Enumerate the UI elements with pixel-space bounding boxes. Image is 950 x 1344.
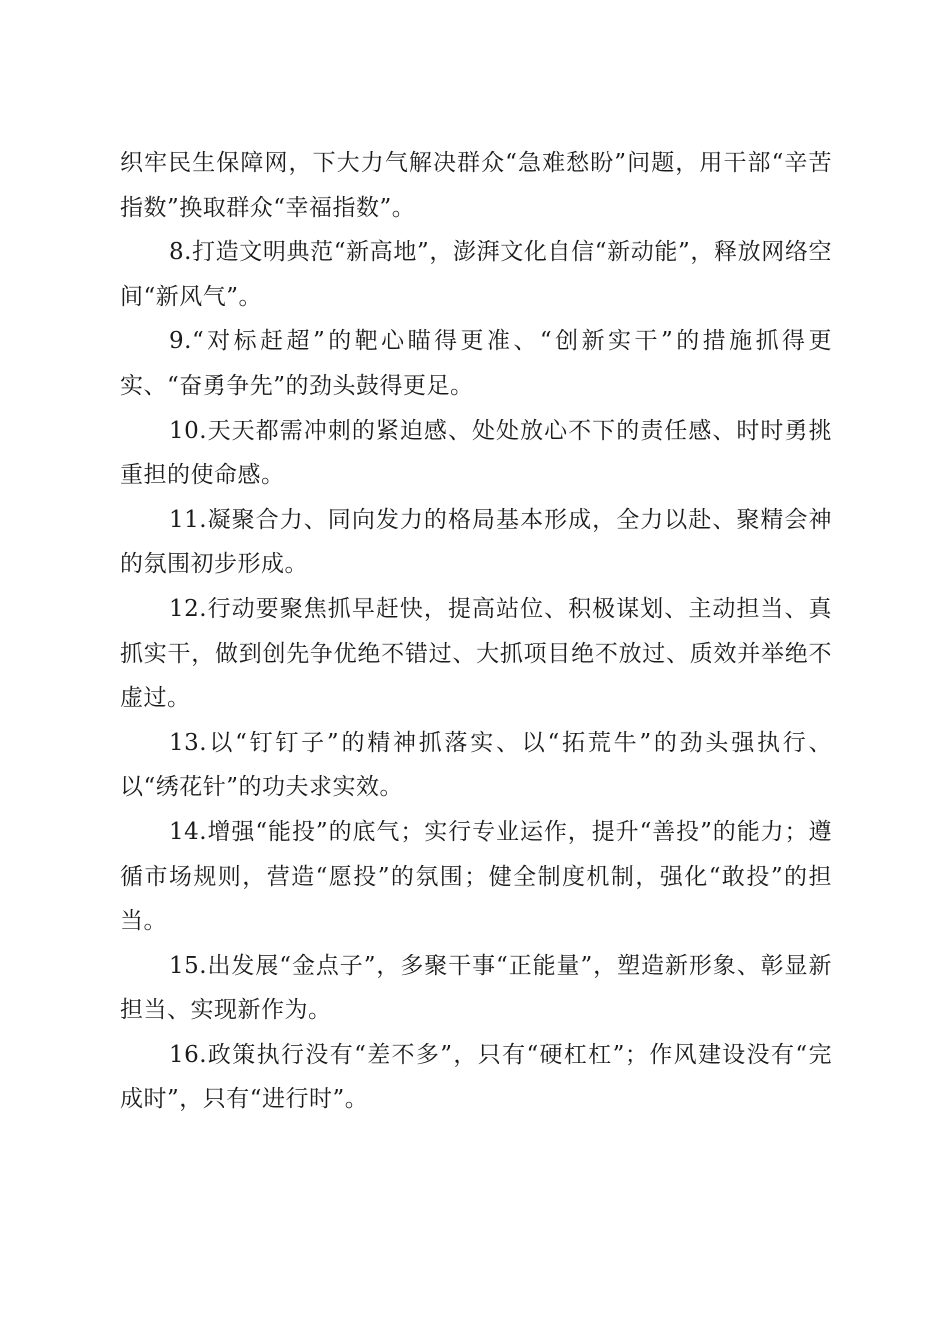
paragraph-continuation: 织牢民生保障网，下大力气解决群众“急难愁盼”问题，用干部“辛苦指数”换取群众“幸福指数”。 [120, 150, 832, 221]
document-body [120, 141, 832, 1122]
paragraph-item-16: 16.政策执行没有“差不多”，只有“硬杠杠”；作风建设没有“完成时”，只有“进行时”。 [120, 1041, 832, 1113]
paragraph-item-8: 8.打造文明典范“新高地”，澎湃文化自信“新动能”，释放网络空间“新风气”。 [120, 239, 832, 310]
paragraph-item-14: 14.增强“能投”的底气；实行专业运作，提升“善投”的能力；遵循市场规则，营造“愿投”的氛围；健全制度机制，强化“敢投”的担当。 [120, 818, 832, 935]
paragraph-item-11: 11.凝聚合力、同向发力的格局基本形成，全力以赴、聚精会神的氛围初步形成。 [120, 506, 832, 578]
paragraph-item-10: 10.天天都需冲刺的紧迫感、处处放心不下的责任感、时时勇挑重担的使命感。 [120, 417, 832, 489]
paragraph-item-12: 12.行动要聚焦抓早赶快，提高站位、积极谋划、主动担当、真抓实干，做到创先争优绝不错过、大抓项目绝不放过、质效并举绝不虚过。 [120, 595, 832, 712]
paragraph-item-15: 15.出发展“金点子”，多聚干事“正能量”，塑造新形象、彰显新担当、实现新作为。 [120, 952, 832, 1024]
paragraph-item-13: 13.以“钉钉子”的精神抓落实、以“拓荒牛”的劲头强执行、以“绣花针”的功夫求实效。 [120, 729, 832, 801]
paragraph-item-9: 9.“对标赶超”的靶心瞄得更准、“创新实干”的措施抓得更实、“奋勇争先”的劲头鼓得更足。 [120, 328, 832, 399]
